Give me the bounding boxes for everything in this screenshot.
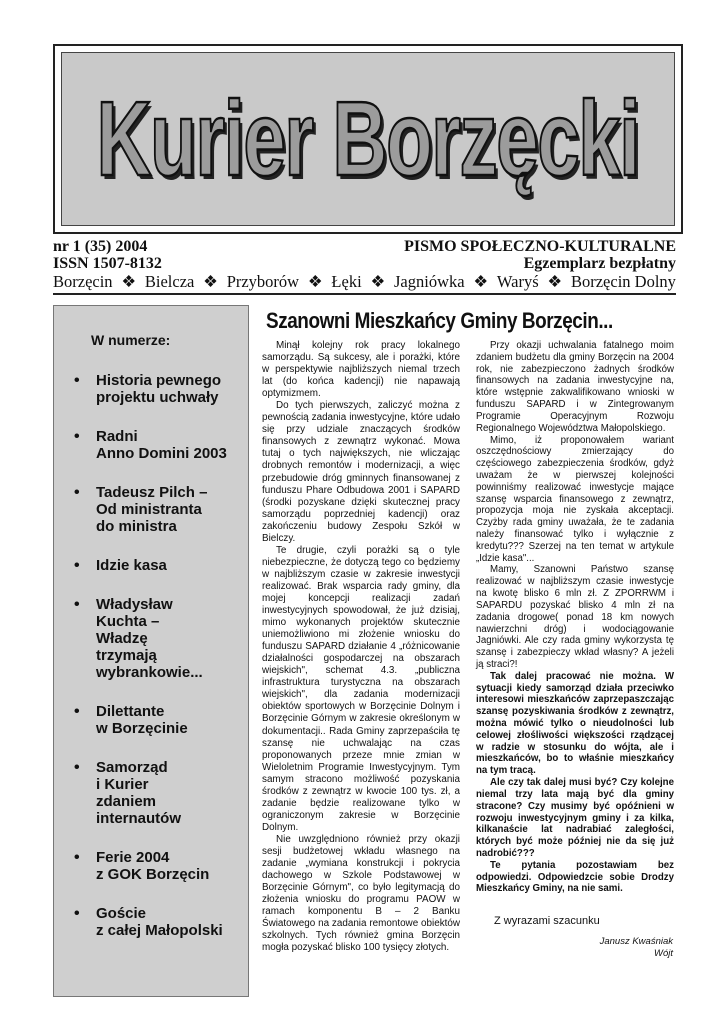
- contents-item-line: • Dilettante: [96, 703, 165, 720]
- contents-item-line: • Goście: [96, 905, 147, 922]
- village-separator-icon: ❖: [370, 272, 386, 291]
- contents-item-line: i Kurier: [96, 776, 149, 793]
- contents-item-line: • Tadeusz Pilch –: [96, 484, 208, 501]
- article-column-2: [476, 340, 674, 895]
- contents-item: [74, 372, 244, 406]
- contents-item-line: • Idzie kasa: [96, 557, 167, 574]
- article-paragraph: Mamy, Szanowni Państwo szansę realizować w najbliższym czasie inwestycje na kwotę blisko 6 mln zł. Z ZPORRWM i SAPARDU pozyskać blisko 4 mln zł na zadania drogowe( ponad 18 km nowych nawierzchni dróg) i wodociągowanie Jagniówki. Ale czy rada gminy wykorzysta tę szansę i zabezpieczy wkład własny? A jeżeli ją straci?!: [476, 564, 674, 670]
- issue-row-1: [53, 238, 676, 256]
- contents-item-line: • Samorząd: [96, 759, 168, 776]
- village-name: Borzęcin: [53, 272, 113, 291]
- contents-sidebar: [53, 305, 249, 997]
- masthead-title: Kurier Borzęcki: [96, 80, 640, 198]
- contents-item-line: wybrankowie...: [96, 664, 203, 681]
- masthead-frame: [53, 44, 683, 234]
- village-list: [53, 272, 676, 292]
- contents-item: [74, 557, 244, 574]
- village-name: Borzęcin Dolny: [570, 272, 676, 291]
- contents-item-line: z całej Małopolski: [96, 922, 223, 939]
- issue-number: nr 1 (35) 2004: [53, 238, 148, 255]
- village-name: Łęki: [331, 272, 362, 291]
- contents-item: [74, 759, 244, 827]
- village-separator-icon: ❖: [203, 272, 218, 291]
- contents-item: [74, 596, 244, 681]
- article-headline: Szanowni Mieszkańcy Gminy Borzęcin...: [266, 308, 613, 333]
- village-separator-icon: ❖: [307, 272, 323, 291]
- village-separator-icon: ❖: [473, 272, 489, 291]
- article-column-1: [262, 340, 460, 954]
- masthead-panel: [61, 52, 675, 226]
- contents-item: [74, 484, 244, 535]
- header-divider: [53, 293, 676, 295]
- contents-item-line: internautów: [96, 810, 181, 827]
- article-paragraph: Do tych pierwszych, zaliczyć można z pewnością zadania inwestycyjne, które udało się przy udziale znaczących środków finansowych z zewnątrz wykonać. Mowa tutaj o tych największych, nie wliczając drobnych remontów i modernizacji, a więc przebudowie dróg gminnych finansowanej z funduszu Phare Odbudowa 2001 i SAPARD (środki pozyskane dzięki skutecznej pracy samorządu poprzedniej kadencji) oraz zakończeniu budowy Zespołu Szkół w Bielczy.: [262, 400, 460, 544]
- contents-item-line: • Władysław: [96, 596, 173, 613]
- contents-item: [74, 905, 244, 939]
- contents-item-line: Kuchta –: [96, 613, 160, 630]
- contents-item-line: Anno Domini 2003: [96, 445, 227, 462]
- contents-item-line: • Historia pewnego: [96, 372, 222, 389]
- price-note: Egzemplarz bezpłatny: [523, 255, 676, 272]
- contents-item-line: Od ministranta: [96, 501, 202, 518]
- village-separator-icon: ❖: [547, 272, 563, 291]
- contents-item: [74, 428, 244, 462]
- contents-item-line: w Borzęcinie: [96, 720, 188, 737]
- village-name: Bielcza: [144, 272, 195, 291]
- village-separator-icon: ❖: [121, 272, 137, 291]
- contents-item-line: trzymają: [96, 647, 157, 664]
- contents-item-line: do ministra: [96, 518, 177, 535]
- publication-type: PISMO SPOŁECZNO-KULTURALNE: [404, 238, 676, 255]
- contents-list: [74, 372, 244, 961]
- contents-item-line: Władzę: [96, 630, 148, 647]
- issn: ISSN 1507-8132: [53, 255, 162, 272]
- article-paragraph: Ale czy tak dalej musi być? Czy kolejne niemal trzy lata mają być dla gminy stracone? Czy musimy być opóźnieni w rozwoju inwestycyjnym gminy i za kilka, kilkanaście lat nadrabiać zaległości, których być może później nie da się już nadrobić???: [476, 777, 674, 859]
- issue-row-2: [53, 255, 676, 273]
- article-paragraph: Przy okazji uchwalania fatalnego moim zdaniem budżetu dla gminy Borzęcin na 2004 rok, nie zabezpieczono żadnych środków finansowych na zadania inwestycyjne na, które wstępnie zakwalifikowano wnioski w funduszu SAPARD i w Zintegrowanym Programie Operacyjnym Rozwoju Regionalnego Województwa Małopolskiego.: [476, 340, 674, 434]
- signature-role: Wójt: [654, 948, 673, 959]
- village-name: Waryś: [496, 272, 539, 291]
- contents-item-line: z GOK Borzęcin: [96, 866, 210, 883]
- article-paragraph: Te drugie, czyli porażki są o tyle niebezpieczne, że dotyczą tego co będziemy w najbliższym czasie w zakresie inwestycji realizować. Brak wsparcia rady gminy, dla mojej koncepcji realizacji zadań inwestycyjnych spowodował, że już dzisiaj, mimo wykonanych projektów skutecznie uniemożliwiono mi złożenie wniosku do funduszu SAPARD działanie 4 „różnicowanie działalności gospodarczej na obszarach wiejskich", schemat 4.3. „publiczna infrastruktura turystyczna na obszarach wiejskich", dla zadania modernizacji obiektów sportowych w Borzęcinie Dolnym i Borzęcinie Górnym w zakresie określonym w dokumentacji.. Rada Gminy zaprzepaściła tę szansę nie uchwalając na czas proponowanych przeze mnie zmian w Wieloletnim Programie Inwestycyjnym. Tym samym stracono możliwość pozyskania środków z zewnątrz w kwocie 100 tys. zł, a zadanie będzie realizowane tylko w ograniczonym zakresie w Borzęcinie Dolnym.: [262, 544, 460, 833]
- article-paragraph: Tak dalej pracować nie można. W sytuacji kiedy samorząd działa przeciwko interesowi mieszkańców zaprzepaszczając szansę pozyskiwania środków z zewnątrz, można mówić tylko o nieudolności lub celowej złośliwości większości rządzącej w radzie w stosunku do wójta, ale i mieszkańców, bo to właśnie mieszkańcy na tym tracą.: [476, 670, 674, 777]
- contents-item-line: • Radni: [96, 428, 138, 445]
- contents-item: [74, 703, 244, 737]
- article-paragraph: Minął kolejny rok pracy lokalnego samorządu. Są sukcesy, ale i porażki, które w perspektywie najbliższych niemal trzech lat (do końca kadencji) nie napawają optymizmem.: [262, 340, 460, 400]
- contents-item-line: • Ferie 2004: [96, 849, 170, 866]
- article-paragraph: Nie uwzględniono również przy okazji sesji budżetowej wkładu własnego na zadanie „wymiana konstrukcji i pokrycia dachowego w Szkole Podstawowej w Borzęcinie Górnym", co było legitymacją do złożenia wniosku do programu PAOW w ramach komponentu B – 2 Banku Światowego na zadania remontowe obiektów szkolnych. Tych również gmina Borzęcin mogła pozyskać blisko 100 tysięcy złotych.: [262, 833, 460, 954]
- village-name: Jagniówka: [394, 272, 465, 291]
- village-name: Przyborów: [226, 272, 300, 291]
- article-paragraph: Te pytania pozostawiam bez odpowiedzi. Odpowiedzcie sobie Drodzy Mieszkańcy Gminy, na nie sami.: [476, 859, 674, 895]
- signature-name: Janusz Kwaśniak: [599, 936, 673, 947]
- signature-greeting: Z wyrazami szacunku: [494, 915, 600, 927]
- contents-heading: W numerze:: [91, 332, 171, 348]
- contents-item: [74, 849, 244, 883]
- contents-item-line: zdaniem: [96, 793, 157, 810]
- contents-item-line: projektu uchwały: [96, 389, 219, 406]
- article-paragraph: Mimo, iż proponowałem wariant oszczędnościowy zmierzający do częściowego zabezpieczenia środków, gdyż uważam że w pierwszej kolejności powinniśmy realizować inwestycje mające szansę wsparcia finansowego z zewnątrz, propozycja moja nie zyskała akceptacji. Czyżby rada gminy uważała, że te zadania należy finansować tylko i wyłącznie z kredytu??? Szerzej na ten temat w artykule „Idzie kasa"...: [476, 434, 674, 564]
